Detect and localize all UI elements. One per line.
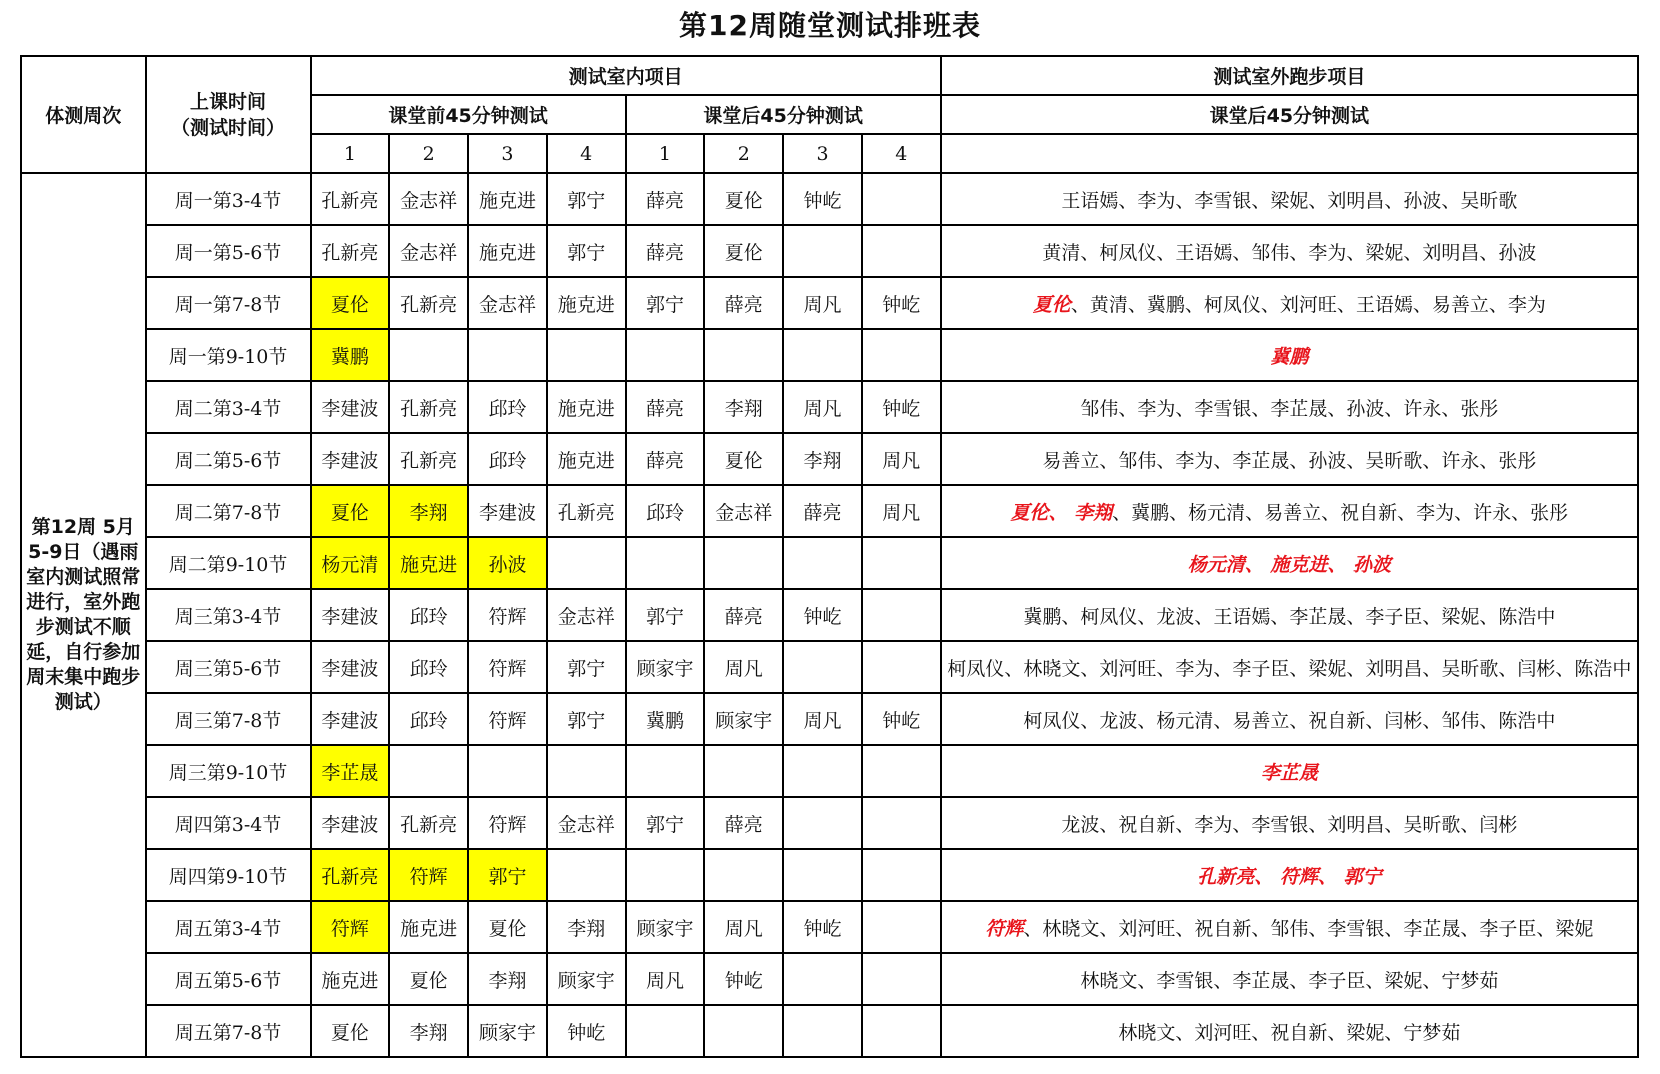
tester-cell: 郭宁 bbox=[547, 173, 626, 225]
tester-cell: 金志祥 bbox=[547, 589, 626, 641]
tester-cell: 顾家宇 bbox=[626, 901, 705, 953]
tester-cell bbox=[783, 745, 862, 797]
header-pre: 课堂前45分钟测试 bbox=[311, 95, 626, 134]
outdoor-names: 王语嫣、李为、李雪银、梁妮、刘明昌、孙波、吴昕歌 bbox=[1061, 189, 1518, 212]
tester-cell bbox=[389, 745, 468, 797]
table-row bbox=[21, 381, 1638, 433]
tester-cell: 顾家宇 bbox=[547, 953, 626, 1005]
tester-cell bbox=[626, 329, 705, 381]
tester-cell: 孙波 bbox=[468, 537, 547, 589]
table-row bbox=[21, 433, 1638, 485]
slot-number: 4 bbox=[862, 134, 941, 173]
tester-cell: 李芷晟 bbox=[311, 745, 390, 797]
tester-cell: 夏伦 bbox=[704, 433, 783, 485]
tester-cell: 邱玲 bbox=[389, 641, 468, 693]
class-time: 周一第9-10节 bbox=[146, 329, 311, 381]
tester-cell bbox=[862, 849, 941, 901]
tester-cell bbox=[862, 329, 941, 381]
class-time: 周二第5-6节 bbox=[146, 433, 311, 485]
outdoor-names: 、林晓文、刘河旺、祝自新、邹伟、李雪银、李芷晟、李子臣、梁妮 bbox=[1023, 917, 1594, 940]
tester-cell: 周凡 bbox=[783, 277, 862, 329]
tester-cell bbox=[547, 849, 626, 901]
tester-cell: 周凡 bbox=[626, 953, 705, 1005]
tester-cell: 符辉 bbox=[468, 589, 547, 641]
week-note: 第12周 5月5-9日（遇雨室内测试照常进行，室外跑步测试不顺延，自行参加周末集中跑步测试） bbox=[21, 173, 146, 1057]
table-row bbox=[21, 1005, 1638, 1057]
outdoor-names: 龙波、祝自新、李为、李雪银、刘明昌、吴昕歌、闫彬 bbox=[1061, 813, 1518, 836]
class-time: 周五第3-4节 bbox=[146, 901, 311, 953]
tester-cell: 金志祥 bbox=[468, 277, 547, 329]
outdoor-testers bbox=[941, 329, 1638, 381]
outdoor-highlighted-names: 夏伦、 李翔 bbox=[1010, 501, 1113, 524]
tester-cell: 李建波 bbox=[311, 381, 390, 433]
tester-cell: 周凡 bbox=[862, 433, 941, 485]
class-time: 周四第3-4节 bbox=[146, 797, 311, 849]
tester-cell: 邱玲 bbox=[468, 381, 547, 433]
class-time: 周五第5-6节 bbox=[146, 953, 311, 1005]
table-row bbox=[21, 329, 1638, 381]
header-outdoor: 测试室外跑步项目 bbox=[941, 56, 1638, 95]
tester-cell: 薛亮 bbox=[704, 277, 783, 329]
tester-cell: 李建波 bbox=[311, 589, 390, 641]
tester-cell: 钟屹 bbox=[862, 693, 941, 745]
tester-cell: 孔新亮 bbox=[547, 485, 626, 537]
slot-number: 3 bbox=[468, 134, 547, 173]
header-time-line2: （测试时间） bbox=[171, 116, 286, 139]
outdoor-highlighted-names: 孔新亮、 符辉、 郭宁 bbox=[1197, 865, 1382, 888]
tester-cell bbox=[862, 641, 941, 693]
tester-cell bbox=[626, 537, 705, 589]
tester-cell: 夏伦 bbox=[704, 173, 783, 225]
tester-cell bbox=[862, 745, 941, 797]
outdoor-names: 林晓文、刘河旺、祝自新、梁妮、宁梦茹 bbox=[1118, 1021, 1461, 1044]
tester-cell: 郭宁 bbox=[547, 693, 626, 745]
tester-cell bbox=[862, 173, 941, 225]
class-time: 周三第7-8节 bbox=[146, 693, 311, 745]
tester-cell: 施克进 bbox=[389, 537, 468, 589]
tester-cell: 符辉 bbox=[311, 901, 390, 953]
class-time: 周二第3-4节 bbox=[146, 381, 311, 433]
table-row bbox=[21, 225, 1638, 277]
outdoor-names: 柯凤仪、龙波、杨元清、易善立、祝自新、闫彬、邹伟、陈浩中 bbox=[1023, 709, 1556, 732]
tester-cell bbox=[626, 1005, 705, 1057]
tester-cell: 周凡 bbox=[783, 693, 862, 745]
tester-cell: 李翔 bbox=[704, 381, 783, 433]
header-time bbox=[146, 56, 311, 173]
tester-cell: 郭宁 bbox=[547, 225, 626, 277]
outdoor-testers bbox=[941, 745, 1638, 797]
tester-cell bbox=[626, 849, 705, 901]
table-row bbox=[21, 901, 1638, 953]
tester-cell: 夏伦 bbox=[468, 901, 547, 953]
class-time: 周一第7-8节 bbox=[146, 277, 311, 329]
tester-cell: 钟屹 bbox=[862, 381, 941, 433]
tester-cell: 薛亮 bbox=[783, 485, 862, 537]
table-row bbox=[21, 485, 1638, 537]
tester-cell: 钟屹 bbox=[783, 173, 862, 225]
class-time: 周四第9-10节 bbox=[146, 849, 311, 901]
outdoor-testers bbox=[941, 849, 1638, 901]
tester-cell: 薛亮 bbox=[626, 433, 705, 485]
tester-cell: 符辉 bbox=[468, 641, 547, 693]
tester-cell: 夏伦 bbox=[389, 953, 468, 1005]
tester-cell: 钟屹 bbox=[783, 589, 862, 641]
class-time: 周三第5-6节 bbox=[146, 641, 311, 693]
tester-cell: 金志祥 bbox=[389, 225, 468, 277]
outdoor-testers bbox=[941, 173, 1638, 225]
slot-number: 1 bbox=[311, 134, 390, 173]
tester-cell: 符辉 bbox=[468, 693, 547, 745]
outdoor-testers bbox=[941, 1005, 1638, 1057]
slot-number: 4 bbox=[547, 134, 626, 173]
tester-cell: 金志祥 bbox=[547, 797, 626, 849]
tester-cell bbox=[783, 329, 862, 381]
tester-cell: 夏伦 bbox=[311, 485, 390, 537]
tester-cell bbox=[783, 225, 862, 277]
outdoor-testers bbox=[941, 225, 1638, 277]
header-outdoor-post: 课堂后45分钟测试 bbox=[941, 95, 1638, 134]
tester-cell: 钟屹 bbox=[783, 901, 862, 953]
tester-cell: 周凡 bbox=[704, 641, 783, 693]
outdoor-names: 易善立、邹伟、李为、李芷晟、孙波、吴昕歌、许永、张彤 bbox=[1042, 449, 1537, 472]
empty-header-cell bbox=[941, 134, 1638, 173]
outdoor-highlighted-names: 冀鹏 bbox=[1270, 345, 1309, 368]
tester-cell: 夏伦 bbox=[704, 225, 783, 277]
tester-cell: 符辉 bbox=[389, 849, 468, 901]
tester-cell: 邱玲 bbox=[389, 589, 468, 641]
tester-cell bbox=[547, 745, 626, 797]
tester-cell: 钟屹 bbox=[704, 953, 783, 1005]
outdoor-names: 林晓文、李雪银、李芷晟、李子臣、梁妮、宁梦茹 bbox=[1080, 969, 1499, 992]
tester-cell: 李翔 bbox=[468, 953, 547, 1005]
tester-cell: 顾家宇 bbox=[626, 641, 705, 693]
table-row bbox=[21, 953, 1638, 1005]
tester-cell bbox=[783, 797, 862, 849]
tester-cell bbox=[704, 1005, 783, 1057]
tester-cell: 周凡 bbox=[783, 381, 862, 433]
tester-cell: 冀鹏 bbox=[311, 329, 390, 381]
header-week: 体测周次 bbox=[21, 56, 146, 173]
tester-cell: 施克进 bbox=[468, 173, 547, 225]
table-row bbox=[21, 745, 1638, 797]
class-time: 周二第7-8节 bbox=[146, 485, 311, 537]
outdoor-names: 柯凤仪、林晓文、刘河旺、李为、李子臣、梁妮、刘明昌、吴昕歌、闫彬、陈浩中 bbox=[947, 657, 1632, 680]
outdoor-testers bbox=[941, 589, 1638, 641]
outdoor-testers bbox=[941, 485, 1638, 537]
tester-cell: 孔新亮 bbox=[311, 225, 390, 277]
outdoor-names: 冀鹏、柯凤仪、龙波、王语嫣、李芷晟、李子臣、梁妮、陈浩中 bbox=[1023, 605, 1556, 628]
outdoor-testers bbox=[941, 433, 1638, 485]
tester-cell bbox=[862, 1005, 941, 1057]
class-time: 周一第3-4节 bbox=[146, 173, 311, 225]
tester-cell: 李建波 bbox=[311, 797, 390, 849]
tester-cell bbox=[862, 901, 941, 953]
tester-cell: 施克进 bbox=[311, 953, 390, 1005]
outdoor-testers bbox=[941, 277, 1638, 329]
table-row bbox=[21, 277, 1638, 329]
tester-cell: 郭宁 bbox=[468, 849, 547, 901]
tester-cell: 周凡 bbox=[704, 901, 783, 953]
outdoor-highlighted-names: 夏伦 bbox=[1032, 293, 1071, 316]
tester-cell: 金志祥 bbox=[389, 173, 468, 225]
tester-cell bbox=[547, 537, 626, 589]
table-row bbox=[21, 693, 1638, 745]
outdoor-testers bbox=[941, 693, 1638, 745]
class-time: 周三第3-4节 bbox=[146, 589, 311, 641]
class-time: 周三第9-10节 bbox=[146, 745, 311, 797]
tester-cell bbox=[783, 641, 862, 693]
outdoor-testers bbox=[941, 381, 1638, 433]
tester-cell bbox=[783, 537, 862, 589]
outdoor-names: 黄清、柯凤仪、王语嫣、邹伟、李为、梁妮、刘明昌、孙波 bbox=[1042, 241, 1537, 264]
tester-cell: 李建波 bbox=[468, 485, 547, 537]
table-row bbox=[21, 173, 1638, 225]
outdoor-highlighted-names: 符辉 bbox=[985, 917, 1024, 940]
tester-cell: 孔新亮 bbox=[389, 433, 468, 485]
tester-cell: 邱玲 bbox=[626, 485, 705, 537]
tester-cell bbox=[704, 745, 783, 797]
tester-cell bbox=[704, 537, 783, 589]
slot-number: 2 bbox=[389, 134, 468, 173]
tester-cell: 杨元清 bbox=[311, 537, 390, 589]
tester-cell: 冀鹏 bbox=[626, 693, 705, 745]
tester-cell: 夏伦 bbox=[311, 1005, 390, 1057]
tester-cell bbox=[468, 745, 547, 797]
table-row bbox=[21, 537, 1638, 589]
outdoor-highlighted-names: 杨元清、 施克进、 孙波 bbox=[1187, 553, 1391, 576]
tester-cell bbox=[862, 797, 941, 849]
tester-cell: 薛亮 bbox=[626, 225, 705, 277]
tester-cell bbox=[626, 745, 705, 797]
header-indoor: 测试室内项目 bbox=[311, 56, 941, 95]
outdoor-names: 邹伟、李为、李雪银、李芷晟、孙波、许永、张彤 bbox=[1080, 397, 1499, 420]
table-row bbox=[21, 797, 1638, 849]
tester-cell: 施克进 bbox=[547, 277, 626, 329]
tester-cell: 郭宁 bbox=[547, 641, 626, 693]
schedule-table bbox=[20, 55, 1639, 1058]
tester-cell: 夏伦 bbox=[311, 277, 390, 329]
tester-cell bbox=[862, 225, 941, 277]
tester-cell: 李翔 bbox=[547, 901, 626, 953]
tester-cell: 孔新亮 bbox=[311, 849, 390, 901]
outdoor-testers bbox=[941, 537, 1638, 589]
tester-cell: 郭宁 bbox=[626, 589, 705, 641]
tester-cell: 邱玲 bbox=[389, 693, 468, 745]
tester-cell bbox=[547, 329, 626, 381]
tester-cell: 施克进 bbox=[389, 901, 468, 953]
class-time: 周二第9-10节 bbox=[146, 537, 311, 589]
class-time: 周五第7-8节 bbox=[146, 1005, 311, 1057]
tester-cell: 李建波 bbox=[311, 433, 390, 485]
tester-cell: 李翔 bbox=[389, 1005, 468, 1057]
tester-cell bbox=[862, 589, 941, 641]
tester-cell: 符辉 bbox=[468, 797, 547, 849]
table-row bbox=[21, 589, 1638, 641]
tester-cell: 李翔 bbox=[389, 485, 468, 537]
outdoor-names: 、黄清、冀鹏、柯凤仪、刘河旺、王语嫣、易善立、李为 bbox=[1070, 293, 1546, 316]
tester-cell: 邱玲 bbox=[468, 433, 547, 485]
tester-cell bbox=[783, 953, 862, 1005]
tester-cell: 孔新亮 bbox=[311, 173, 390, 225]
class-time: 周一第5-6节 bbox=[146, 225, 311, 277]
outdoor-names: 、冀鹏、杨元清、易善立、祝自新、李为、许永、张彤 bbox=[1112, 501, 1569, 524]
tester-cell: 李建波 bbox=[311, 641, 390, 693]
tester-cell bbox=[704, 849, 783, 901]
tester-cell bbox=[783, 1005, 862, 1057]
header-time-line1: 上课时间 bbox=[190, 90, 267, 113]
tester-cell: 施克进 bbox=[547, 381, 626, 433]
tester-cell: 李建波 bbox=[311, 693, 390, 745]
slot-number: 3 bbox=[783, 134, 862, 173]
tester-cell: 薛亮 bbox=[626, 381, 705, 433]
tester-cell bbox=[389, 329, 468, 381]
tester-cell: 孔新亮 bbox=[389, 277, 468, 329]
tester-cell bbox=[862, 953, 941, 1005]
tester-cell: 钟屹 bbox=[547, 1005, 626, 1057]
table-row bbox=[21, 849, 1638, 901]
tester-cell bbox=[862, 537, 941, 589]
tester-cell: 薛亮 bbox=[626, 173, 705, 225]
tester-cell: 薛亮 bbox=[704, 797, 783, 849]
tester-cell: 钟屹 bbox=[862, 277, 941, 329]
table-row bbox=[21, 641, 1638, 693]
slot-number: 1 bbox=[626, 134, 705, 173]
outdoor-testers bbox=[941, 953, 1638, 1005]
tester-cell: 金志祥 bbox=[704, 485, 783, 537]
tester-cell: 施克进 bbox=[547, 433, 626, 485]
outdoor-testers bbox=[941, 641, 1638, 693]
tester-cell bbox=[468, 329, 547, 381]
page-title: 第12周随堂测试排班表 bbox=[679, 9, 981, 42]
tester-cell: 郭宁 bbox=[626, 277, 705, 329]
slot-number: 2 bbox=[704, 134, 783, 173]
outdoor-highlighted-names: 李芷晟 bbox=[1260, 761, 1318, 784]
tester-cell: 李翔 bbox=[783, 433, 862, 485]
tester-cell: 周凡 bbox=[862, 485, 941, 537]
tester-cell: 顾家宇 bbox=[468, 1005, 547, 1057]
tester-cell bbox=[783, 849, 862, 901]
tester-cell bbox=[704, 329, 783, 381]
tester-cell: 孔新亮 bbox=[389, 797, 468, 849]
outdoor-testers bbox=[941, 901, 1638, 953]
tester-cell: 郭宁 bbox=[626, 797, 705, 849]
outdoor-testers bbox=[941, 797, 1638, 849]
tester-cell: 施克进 bbox=[468, 225, 547, 277]
tester-cell: 薛亮 bbox=[704, 589, 783, 641]
tester-cell: 顾家宇 bbox=[704, 693, 783, 745]
header-post: 课堂后45分钟测试 bbox=[626, 95, 941, 134]
tester-cell: 孔新亮 bbox=[389, 381, 468, 433]
